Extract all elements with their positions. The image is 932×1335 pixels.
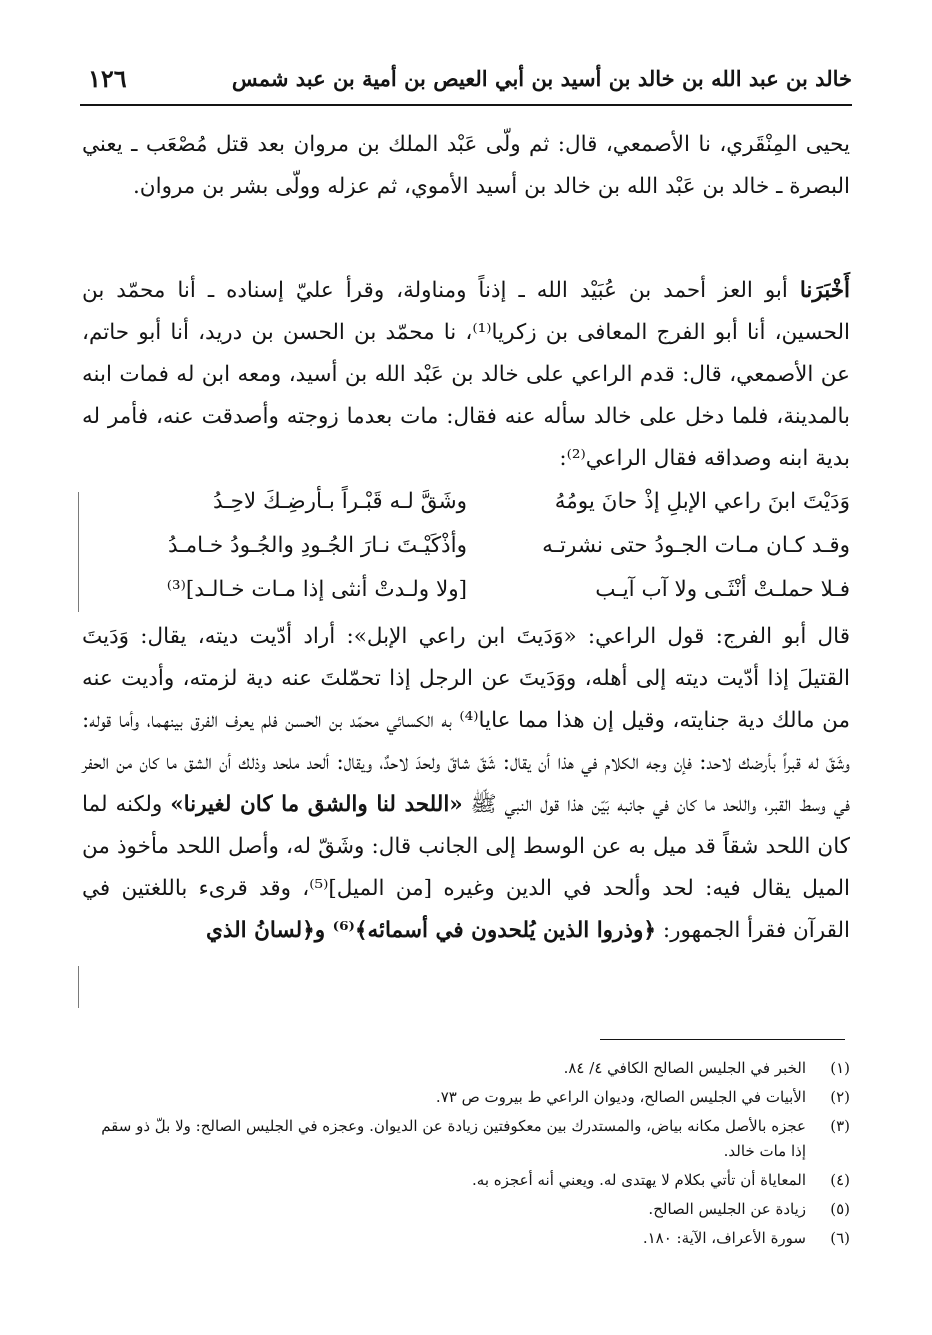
akhbarana-lead: أَخْبَرَنا [799,278,850,303]
poem-side-mark [78,492,79,612]
commentary-continued: ولكنه لما كان اللحد شقاً قد ميل به عن الوسط إلى الجانب قال: وشَقّ له، وأصل اللحد مأخوذ من الميل يقال فيه: لحد وألحد في الدين وغيره [من الميل]⁽⁵⁾، وقد قرىء باللغتين في القرآن فقرأ الجمهور: [82,792,850,943]
header-rule [80,104,852,106]
verse-second-hemistich: وشَقَّ لـه قَبْـراً بـأرضِـكَ لاحِـدُ [213,489,467,514]
footnotes [82,1056,850,1255]
footnote-text: الخبر في الجليس الصالح الكافي ٤/ ٨٤. [563,1059,806,1077]
poem-verse [82,524,850,568]
footnote-number: (٢) [830,1088,850,1106]
footnote [82,1056,850,1081]
footnote-text: المعاياة أن تأتي بكلام لا يهتدى له. ويعني أنه أعجزه به. [472,1171,806,1189]
header-title: خالد بن عبد الله بن خالد بن أسيد بن أبي العيص بن أمية بن عبد شمس [231,66,852,91]
running-header [80,62,852,102]
footnote-separator [600,1039,845,1040]
page-number: ١٢٦ [88,64,127,93]
poem-verse [82,480,850,524]
verse-first-hemistich: فـلا حملـتْ أنْثَـى ولا آب آيـب [595,577,850,602]
hadith-quote: «اللحد لنا والشق ما كان لغيرنا» [170,792,463,817]
poem-verse [82,568,850,612]
bottom-side-mark [78,966,79,1008]
footnote-number: (٣) [830,1117,850,1135]
paragraph-3 [82,616,850,952]
footnote [82,1226,850,1251]
verse-second-hemistich: [ولا ولـدتْ أنثى إذا مـات خـالـد]⁽³⁾ [166,577,467,602]
footnote [82,1085,850,1110]
footnote-text: عجزه بالأصل مكانه بياض، والمستدرك بين معكوفتين زيادة عن الديوان. وعجزه في الجليس الصالح: ولا بلّ ذو سقم إذا مات خالد. [101,1117,806,1160]
quran-quote: ﴿وذروا الذين يُلحدون في أسمائه﴾⁽⁶⁾ و﴿لسانُ الذي [205,918,656,943]
footnote-text: الأبيات في الجليس الصالح، وديوان الراعي ط بيروت ص ٧٣. [435,1088,806,1106]
footnote [82,1114,850,1164]
commentary-text: قال أبو الفرج: قول الراعي: «وَدَيتَ ابن راعي الإبل»: أراد أدّيت ديته، يقال: وَدَيتَ القتيلَ إذا أدّيت ديته إلى أهله، ووَدَيتَ عن الرجل إذا تحمّلتَ عنه دية لزمته، وأديت عنه من مالك دية جنايته، وقيل إن هذا مما عايا⁽⁴⁾ به الكسائي محمّد بن الحسن فلم يعرف الفرق بينهما، وأما قوله: وشَقّ له قبراً بأرضك لاحد: فإن وجه الكلام في هذا أن يقال: شَقّ شاقّ ولحدَ لاحدٌ، ويقال: ألحد ملحد وذلك أن الشق ما كان من الحفر في وسط القبر، واللحد ما كان في جانبه بَيّن هذا قول النبي ﷺ [82,624,850,817]
footnote-number: (٤) [830,1171,850,1189]
verse-first-hemistich: وَدَيْتَ ابنَ راعي الإبلِ إذْ حانَ يومُهُ [554,489,850,514]
footnote-number: (٦) [830,1229,850,1247]
footnote [82,1168,850,1193]
poem [82,480,850,612]
footnote-text: سورة الأعراف، الآية: ١٨٠. [642,1229,806,1247]
footnote-number: (٥) [830,1200,850,1218]
footnote-text: زيادة عن الجليس الصالح. [648,1200,806,1218]
paragraph-2 [82,270,850,480]
verse-second-hemistich: وأذْكَيْـتَ نـارَ الجُـودِ والجُـودُ خـامـدُ [167,533,467,558]
paragraph-1: يحيى المِنْقَري، نا الأصمعي، قال: ثم ولّى عَبْد الملك بن مروان بعد قتل مُصْعَب ـ يعني البصرة ـ خالد بن عَبْد الله بن خالد بن أسيد الأموي، ثم عزله وولّى بشر بن مروان. [82,132,850,199]
footnote [82,1197,850,1222]
footnote-number: (١) [830,1059,850,1077]
paragraph-2-text: أبو العز أحمد بن عُبَيْد الله ـ إذناً ومناولة، وقرأ عليّ إسناده ـ أنا محمّد بن الحسين، أنا أبو الفرج المعافى بن زكريا⁽¹⁾، نا محمّد بن الحسن بن دريد، أنا أبو حاتم، عن الأصمعي، قال: قدم الراعي على خالد بن عَبْد الله بن أسيد، ومعه ابن له فمات ابنه بالمدينة، فلما دخل على خالد سأله عنه فقال: مات بعدما زوجته وأصدقت عنه، فأمر له بدية ابنه وصداقه فقال الراعي⁽²⁾: [82,278,850,471]
verse-first-hemistich: وقـد كـان مـات الجـودُ حتى نشرتـه [542,533,850,558]
